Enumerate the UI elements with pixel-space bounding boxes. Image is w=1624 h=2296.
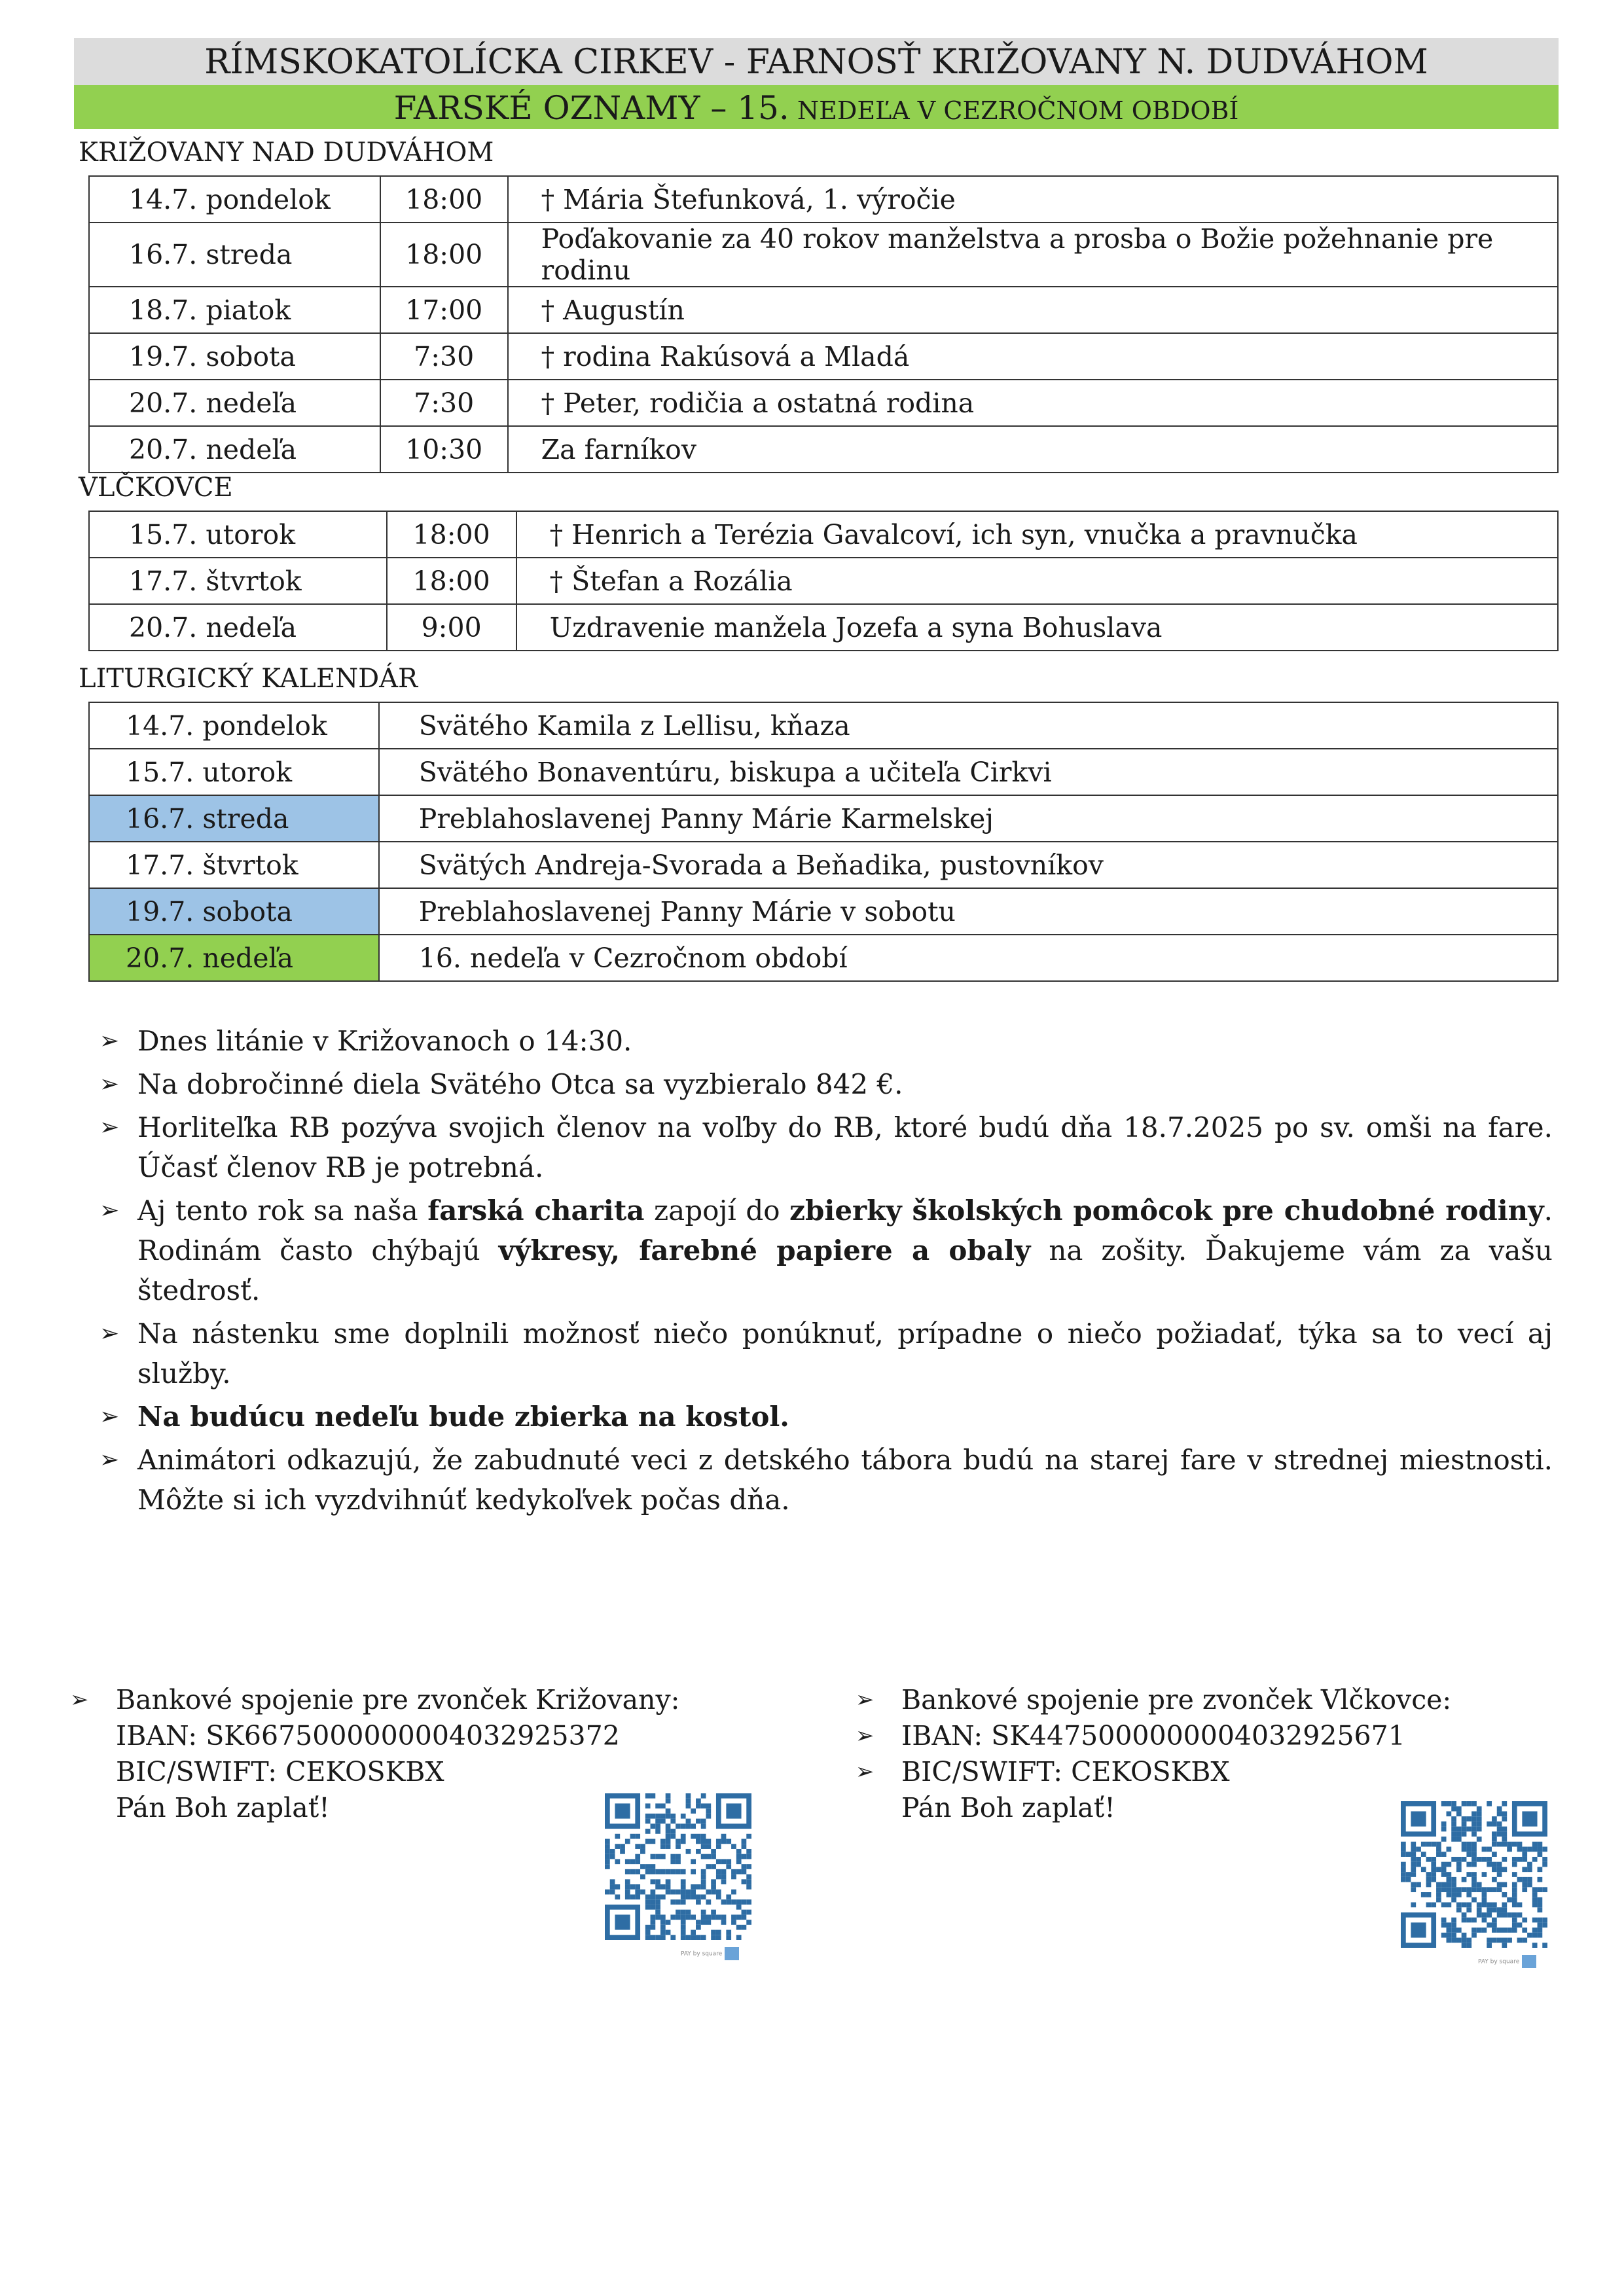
bank-thanks: Pán Boh zaplať! bbox=[116, 1792, 330, 1823]
mass-date: 18.7. piatok bbox=[89, 287, 380, 333]
note-text-part: na zošity. Ďakujeme vám za vašu štedrosť. bbox=[137, 1234, 1553, 1306]
calendar-date-sunday: 20.7. nedeľa bbox=[89, 935, 379, 981]
note-text-part: . Rodinám často chýbajú bbox=[137, 1194, 1553, 1266]
section-title-vlckovce: VLČKOVCE bbox=[79, 473, 233, 503]
mass-time: 18:00 bbox=[380, 176, 508, 223]
mass-time: 9:00 bbox=[387, 604, 516, 651]
mass-date: 20.7. nedeľa bbox=[89, 604, 387, 651]
calendar-date-highlighted: 16.7. streda bbox=[89, 795, 379, 842]
qr-code-vlckovce bbox=[1401, 1801, 1547, 1948]
qr-caption: PAY by square bbox=[681, 1950, 723, 1958]
calendar-date: 14.7. pondelok bbox=[89, 702, 379, 749]
mass-date: 20.7. nedeľa bbox=[89, 380, 380, 426]
note-bold-text: farská charita bbox=[427, 1194, 645, 1227]
list-item bbox=[99, 1107, 1553, 1187]
arrow-bullet-icon: ➢ bbox=[99, 1114, 120, 1141]
vlckovce-mass-table bbox=[88, 511, 1559, 651]
arrow-bullet-icon: ➢ bbox=[99, 1403, 120, 1430]
table-row bbox=[89, 426, 1558, 473]
note-bold-text: výkresy, farebné papiere a obaly bbox=[498, 1234, 1031, 1266]
list-item bbox=[99, 1397, 1553, 1437]
table-row bbox=[89, 287, 1558, 333]
qr-code-krizovany bbox=[605, 1793, 751, 1940]
arrow-bullet-icon: ➢ bbox=[99, 1028, 120, 1054]
table-row bbox=[89, 333, 1558, 380]
note-text: Na dobročinné diela Svätého Otca sa vyzbieralo 842 €. bbox=[137, 1068, 903, 1100]
mass-date: 19.7. sobota bbox=[89, 333, 380, 380]
arrow-bullet-icon: ➢ bbox=[99, 1197, 120, 1224]
calendar-date: 17.7. štvrtok bbox=[89, 842, 379, 888]
note-bold-text: Na budúcu nedeľu bude zbierka na kostol. bbox=[137, 1401, 789, 1433]
mass-date: 17.7. štvrtok bbox=[89, 558, 387, 604]
bank-bic: BIC/SWIFT: CEKOSKBX bbox=[116, 1756, 444, 1787]
table-row bbox=[89, 749, 1558, 795]
mass-date: 16.7. streda bbox=[89, 223, 380, 287]
table-row bbox=[89, 842, 1558, 888]
bank-iban: IBAN: SK4475000000004032925671 bbox=[901, 1720, 1405, 1751]
pay-by-square-logo bbox=[681, 1947, 739, 1960]
mass-intention: † Henrich a Terézia Gavalcoví, ich syn, vnučka a pravnučka bbox=[516, 511, 1558, 558]
calendar-feast: Svätého Kamila z Lellisu, kňaza bbox=[379, 702, 1558, 749]
bank-title: Bankové spojenie pre zvonček Vlčkovce: bbox=[901, 1684, 1452, 1715]
mass-intention: † Peter, rodičia a ostatná rodina bbox=[508, 380, 1558, 426]
calendar-feast: Svätých Andreja-Svorada a Beňadika, pustovníkov bbox=[379, 842, 1558, 888]
table-row bbox=[89, 702, 1558, 749]
mass-intention: † Štefan a Rozália bbox=[516, 558, 1558, 604]
section-title-krizovany: KRIŽOVANY NAD DUDVÁHOM bbox=[79, 137, 494, 168]
title-main: FARSKÉ OZNAMY – 15. bbox=[393, 89, 789, 127]
announcements-list bbox=[99, 1021, 1553, 1523]
krizovany-mass-table bbox=[88, 175, 1559, 473]
note-text: Horliteľka RB pozýva svojich členov na voľby do RB, ktoré budú dňa 18.7.2025 po sv. omši na fare. Účasť členov RB je potrebná. bbox=[137, 1111, 1553, 1183]
bank-iban: IBAN: SK6675000000004032925372 bbox=[116, 1720, 620, 1751]
mass-intention: Za farníkov bbox=[508, 426, 1558, 473]
list-item bbox=[99, 1440, 1553, 1520]
bank-iban-row bbox=[856, 1718, 1576, 1754]
calendar-date-highlighted: 19.7. sobota bbox=[89, 888, 379, 935]
list-item bbox=[99, 1191, 1553, 1310]
qr-caption: PAY by square bbox=[1478, 1958, 1520, 1965]
pay-by-square-logo bbox=[1478, 1955, 1536, 1968]
calendar-feast: 16. nedeľa v Cezročnom období bbox=[379, 935, 1558, 981]
mass-intention: Poďakovanie za 40 rokov manželstva a prosba o Božie požehnanie pre rodinu bbox=[508, 223, 1558, 287]
parish-header: RÍMSKOKATOLÍCKA CIRKEV - FARNOSŤ KRIŽOVANY N. DUDVÁHOM bbox=[74, 38, 1559, 85]
bank-thanks: Pán Boh zaplať! bbox=[901, 1792, 1115, 1823]
table-row bbox=[89, 380, 1558, 426]
note-text: Animátori odkazujú, že zabudnuté veci z detského tábora budú na starej fare v strednej miestnosti. Môžte si ich vyzdvihnúť kedykoľvek počas dňa. bbox=[137, 1444, 1553, 1516]
arrow-bullet-icon: ➢ bbox=[856, 1687, 875, 1713]
calendar-date: 15.7. utorok bbox=[89, 749, 379, 795]
arrow-bullet-icon: ➢ bbox=[70, 1687, 89, 1713]
pay-by-square-icon bbox=[725, 1947, 739, 1960]
calendar-feast: Svätého Bonaventúru, biskupa a učiteľa Cirkvi bbox=[379, 749, 1558, 795]
bank-bic-row bbox=[856, 1754, 1576, 1790]
table-row bbox=[89, 558, 1558, 604]
note-bold-text: zbierky školských pomôcok pre chudobné rodiny bbox=[789, 1194, 1544, 1227]
mass-date: 15.7. utorok bbox=[89, 511, 387, 558]
mass-time: 17:00 bbox=[380, 287, 508, 333]
section-title-calendar: LITURGICKÝ KALENDÁR bbox=[79, 664, 418, 694]
mass-intention: † Mária Štefunková, 1. výročie bbox=[508, 176, 1558, 223]
announcements-title bbox=[74, 85, 1559, 129]
arrow-bullet-icon: ➢ bbox=[99, 1446, 120, 1473]
title-rest: NEDEĽA V CEZROČNOM OBDOBÍ bbox=[789, 96, 1239, 125]
arrow-bullet-icon: ➢ bbox=[99, 1071, 120, 1098]
bank-bic: BIC/SWIFT: CEKOSKBX bbox=[901, 1756, 1230, 1787]
mass-time: 7:30 bbox=[380, 333, 508, 380]
mass-time: 7:30 bbox=[380, 380, 508, 426]
pay-by-square-icon bbox=[1522, 1955, 1536, 1968]
list-item bbox=[99, 1021, 1553, 1061]
mass-time: 10:30 bbox=[380, 426, 508, 473]
bank-title: Bankové spojenie pre zvonček Križovany: bbox=[116, 1684, 680, 1715]
mass-intention: † Augustín bbox=[508, 287, 1558, 333]
list-item bbox=[99, 1314, 1553, 1393]
table-row bbox=[89, 935, 1558, 981]
note-text: Dnes litánie v Križovanoch o 14:30. bbox=[137, 1025, 632, 1057]
table-row bbox=[89, 888, 1558, 935]
arrow-bullet-icon: ➢ bbox=[99, 1320, 120, 1347]
note-text-part: Aj tento rok sa naša bbox=[137, 1194, 428, 1227]
table-row bbox=[89, 604, 1558, 651]
table-row bbox=[89, 176, 1558, 223]
mass-time: 18:00 bbox=[387, 511, 516, 558]
calendar-feast: Preblahoslavenej Panny Márie Karmelskej bbox=[379, 795, 1558, 842]
mass-time: 18:00 bbox=[380, 223, 508, 287]
mass-date: 20.7. nedeľa bbox=[89, 426, 380, 473]
calendar-feast: Preblahoslavenej Panny Márie v sobotu bbox=[379, 888, 1558, 935]
mass-date: 14.7. pondelok bbox=[89, 176, 380, 223]
table-row bbox=[89, 223, 1558, 287]
note-text: Na nástenku sme doplnili možnosť niečo ponúknuť, prípadne o niečo požiadať, týka sa to vecí aj služby. bbox=[137, 1318, 1553, 1390]
mass-time: 18:00 bbox=[387, 558, 516, 604]
table-row bbox=[89, 511, 1558, 558]
mass-intention: Uzdravenie manžela Jozefa a syna Bohuslava bbox=[516, 604, 1558, 651]
list-item bbox=[99, 1064, 1553, 1104]
liturgical-calendar-table bbox=[88, 702, 1559, 982]
note-text-part: zapojí do bbox=[644, 1194, 790, 1227]
bank-title-row bbox=[856, 1682, 1576, 1718]
arrow-bullet-icon: ➢ bbox=[856, 1723, 875, 1749]
bank-title-row bbox=[70, 1682, 790, 1718]
mass-intention: † rodina Rakúsová a Mladá bbox=[508, 333, 1558, 380]
table-row bbox=[89, 795, 1558, 842]
arrow-bullet-icon: ➢ bbox=[856, 1759, 875, 1785]
